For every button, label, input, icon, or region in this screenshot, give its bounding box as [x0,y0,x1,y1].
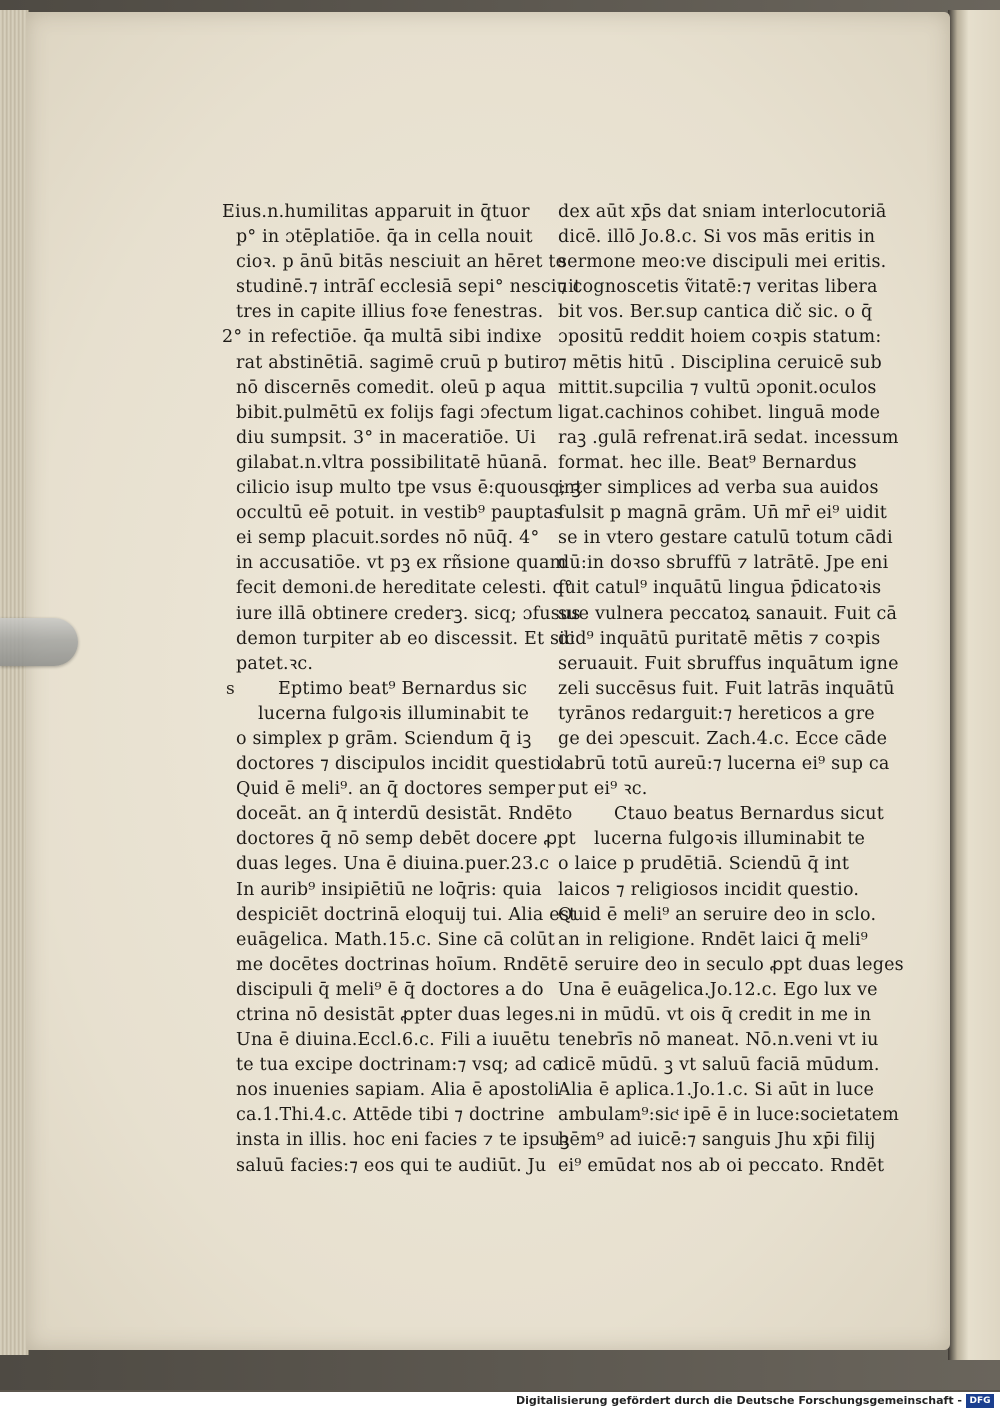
text-line: occultū eē potuit. in vestib⁹ pauptas [236,503,563,524]
text-line: ni in mūdū. vt ois q̄ credit in me in [558,1005,872,1025]
text-line: discipuli q̄ meli⁹ ē q̄ doctores a do [236,979,544,1000]
left-paragraph-1 [222,200,582,677]
text-line: laicos ⁊ religiosos incidit questio. [558,879,860,900]
text-line: rat abstinētiā. sagimē cruū p butiro [236,352,560,373]
text-line: saluū facies:⁊ eos qui te audiūt. Ju [236,1155,547,1176]
text-line: fecit demoni.de hereditate celesti. q° [236,578,574,599]
right-text-column [558,200,904,1179]
text-line: lucerna fulgoꝛis illuminabit te [594,829,866,850]
footer-bar [0,1392,1000,1411]
text-line: nos inuenies sapiam. Alia ē apostoli [236,1080,560,1101]
text-line [558,802,885,827]
facing-page-edge [948,10,1000,1360]
text-line: doctores ⁊ discipulos incidit questio [236,754,561,775]
text-line: ei semp placuit.sordes nō nūq̄. 4° [236,528,540,549]
text-line: ei⁹ emūdat nos ab oi peccato. Rndēt [558,1155,885,1176]
text-line: ⁊ cognoscetis ṽitatē:⁊ veritas libera [558,277,878,298]
guide-letter: s [226,678,235,699]
text-line: studinē.⁊ intrāſ ecclesiā sepi° nesciuit [236,277,582,298]
text-line: labrū totū aureū:⁊ lucerna ei⁹ sup ca [558,754,890,775]
text-line: bibit.pulmētū ex folijs fagi ɔfectum [236,402,553,423]
text-line: me docētes doctrinas hoīum. Rndēt [236,954,558,975]
text-line: iure illā obtinere crederꝫ. sicq; ɔfusus [236,603,581,624]
text-line: ɔpositū reddit hoiem coꝛpis statum: [558,327,882,348]
text-line: Una ē euāgelica.Jo.12.c. Ego lux ve [558,979,878,1000]
text-line: zeli succēsus fuit. Fuit latrās inquātū [558,678,895,699]
text-line: tyrānos redarguit:⁊ hereticos a gre [558,703,875,724]
text-line: doceāt. an q̄ interdū desistāt. Rndēt [236,804,563,825]
text-line: dicē mūdū. ꝫ vt saluū faciā mūdum. [558,1055,880,1076]
text-line: cilicio isup multo tpe vsus ē:quousq; ꝫ [236,478,582,499]
text-line-content: Eptimo beat⁹ Bernardus sic [278,678,528,699]
text-line-content: Ctauo beatus Bernardus sicut [614,804,885,825]
text-line: seruauit. Fuit sbruffus inquātum igne [558,653,899,674]
text-line: se in vtero gestare catulū totum cādi [558,528,893,549]
text-line: tres in capite illius foꝛe fenestras. [236,302,544,323]
text-line: hēm⁹ ad iuicē:⁊ sanguis Jhu xp̄i filij [558,1130,876,1151]
text-line: lucerna fulgoꝛis illuminabit te [258,703,530,724]
guide-letter: o [562,804,573,825]
text-line: sue vulnera peccatoꝝ sanauit. Fuit cā [558,603,898,624]
text-line [222,677,542,702]
right-paragraph-1 [558,200,899,802]
text-line: Eius.n.humilitas apparuit in q̄tuor [222,202,530,222]
text-line: despiciēt doctrinā eloquij tui. Alia est [236,904,577,925]
text-line: ⁊ mētis hitū . Disciplina ceruicē sub [558,352,882,373]
text-line: o simplex p grām. Sciendum q̄ iꝫ [236,728,532,749]
text-line: duas leges. Una ē diuina.puer.23.c [236,854,550,875]
text-line: dicē. illō Jo.8.c. Si vos mās eritis in [558,227,876,248]
text-line: Quid ē meli⁹. an q̄ doctores semper [236,779,556,800]
text-line: ctrina nō desistāt ꝓpter duas leges. [236,1005,560,1025]
text-line: demon turpiter ab eo discessit. Et sic [236,628,575,649]
text-line: o laice p prudētiā. Sciendū q̄ int [558,854,850,875]
text-line: dū:in doꝛso sbruffū ⁊ latrātē. Jpe eni [558,553,889,574]
text-line: raꝫ .gulā refrenat.irā sedat. incessum [558,427,899,448]
text-line: an in religione. Rndēt laici q̄ meli⁹ [558,929,869,950]
text-line: sermone meo:ve discipuli mei eritis. [558,252,887,273]
text-line: te tua excipe doctrinam:⁊ vsq; ad ca [236,1055,564,1076]
text-line: fulsit p magnā grām. Un̄ mr̄ ei⁹ uidit [558,503,888,524]
text-line: doctores q̄ nō semp debēt docere ꝓpt [236,829,576,850]
text-line: insta in illis. hoc eni facies ⁊ te ipsuꝫ [236,1130,570,1151]
text-line: tenebrīs nō maneat. Nō.n.veni vt iu [558,1030,879,1051]
text-line: ge dei ɔpescuit. Zach.4.c. Ecce cāde [558,728,888,749]
text-line: inter simplices ad verba sua auidos [558,478,879,499]
text-line: p° in ɔtēplatiōe. q̄a in cella nouit [236,227,533,248]
text-line: diu sumpsit. 3° in maceratiōe. Ui [236,427,536,448]
text-line: format. hec ille. Beat⁹ Bernardus [558,452,857,473]
text-line: 2° in refectiōe. q̄a multā sibi indixe [222,327,542,348]
text-line: in accusatiōe. vt pꝫ ex rñsione quam [236,553,567,574]
text-line: nō discernēs comedit. oleū p aqua [236,377,547,398]
text-line: euāgelica. Math.15.c. Sine cā colūt [236,929,555,950]
book-clamp [0,618,78,666]
text-line: Alia ē aplica.1.Jo.1.c. Si aūt in luce [558,1080,875,1101]
right-paragraph-2 [558,802,904,1178]
text-line: did⁹ inquātū puritatē mētis ⁊ coꝛpis [558,628,881,649]
text-line: ligat.cachinos cohibet. linguā mode [558,402,881,423]
text-line: fuit catul⁹ inquātū lingua p̄dicatoꝛis [558,578,882,599]
text-line: put ei⁹ ꝛc. [558,779,648,800]
text-line: patet.ꝛc. [236,653,314,674]
funding-notice: Digitalisierung gefördert durch die Deutsche Forschungsgemeinschaft - [515,1394,962,1407]
text-line: In aurib⁹ insipiētiū ne loq̄ris: quia [236,879,542,900]
text-line: ambulam⁹:sicͭ ipē ē in luce:societatem [558,1105,900,1126]
text-line: Una ē diuina.Eccl.6.c. Fili a iuuētu [236,1030,551,1051]
text-line: cioꝛ. p ānū bitās nesciuit an hēret te [236,252,567,273]
page-stack-edges [0,10,29,1355]
text-line: ca.1.Thi.4.c. Attēde tibi ⁊ doctrine [236,1105,545,1126]
text-line: Quid ē meli⁹ an seruire deo in sclo. [558,904,877,925]
text-line: mittit.supcilia ⁊ vultū ɔponit.oculos [558,377,877,398]
dfg-logo: DFG [966,1394,994,1408]
text-line: dex aūt xp̄s dat sniam interlocutoriā [558,202,887,222]
left-text-column [222,200,582,1179]
text-line: ē seruire deo in seculo ꝓpt duas leges [558,954,904,975]
left-paragraph-2 [222,677,577,1179]
text-line: bit vos. Ber.sup cantica dič sic. o q̄ [558,302,873,323]
text-line: gilabat.n.vltra possibilitatē hūanā. [236,452,548,473]
